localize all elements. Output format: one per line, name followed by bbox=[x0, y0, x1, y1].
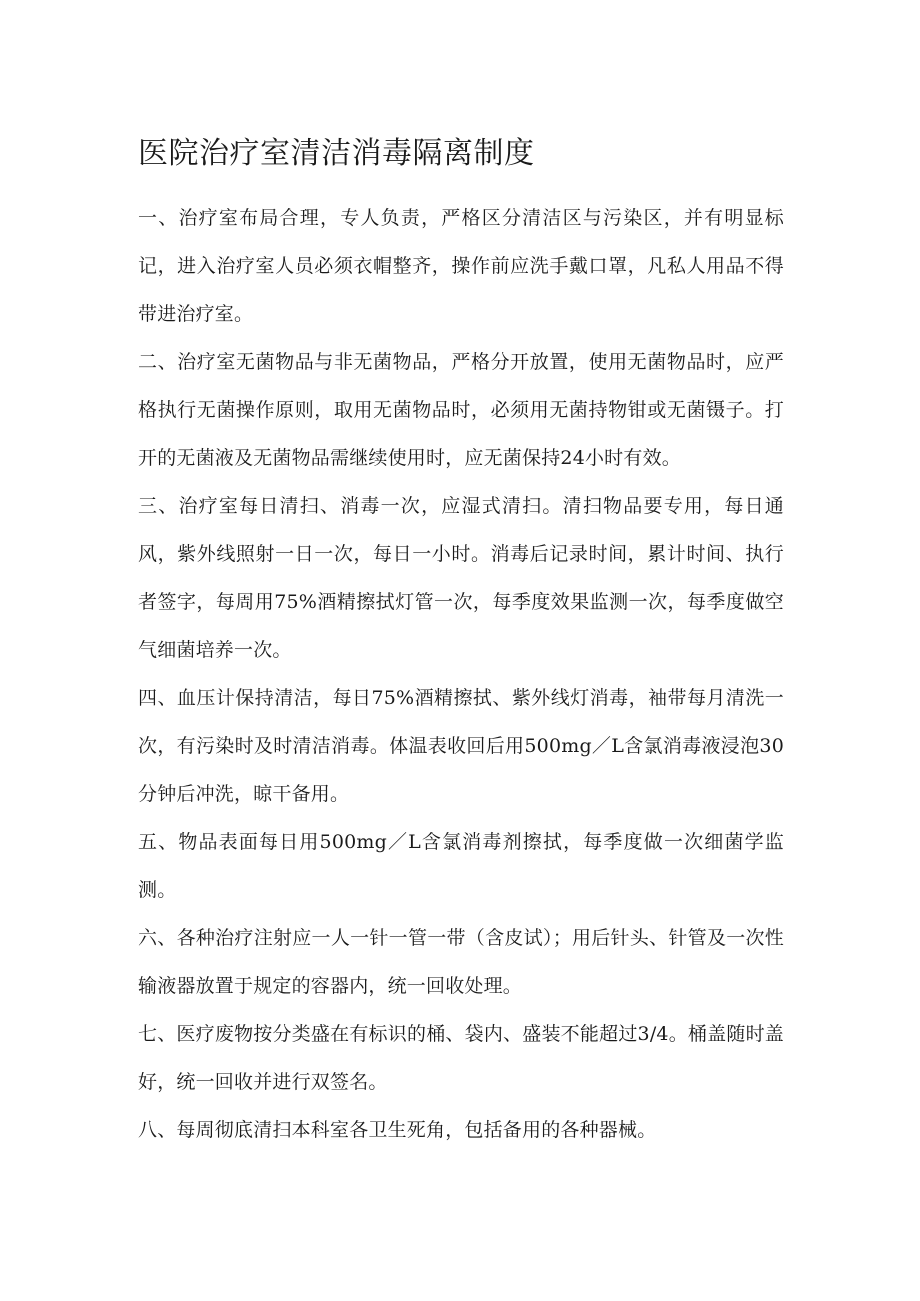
document-page bbox=[138, 128, 784, 1154]
clause-2: 二、治疗室无菌物品与非无菌物品，严格分开放置，使用无菌物品时，应严格执行无菌操作原则，取用无菌物品时，必须用无菌持物钳或无菌镊子。打开的无菌液及无菌物品需继续使用时，应无菌保持24小时有效。 bbox=[138, 351, 784, 469]
clause-4: 四、血压计保持清洁，每日75%酒精擦拭、紫外线灯消毒，袖带每月清洗一次，有污染时及时清洁消毒。体温表收回后用500mg／L含氯消毒液浸泡30分钟后冲洗，晾干备用。 bbox=[138, 687, 784, 805]
clause-7: 七、医疗废物按分类盛在有标识的桶、袋内、盛装不能超过3/4。桶盖随时盖好，统一回收并进行双签名。 bbox=[138, 1023, 784, 1093]
document-title: 医院治疗室清洁消毒隔离制度 bbox=[138, 136, 535, 171]
clause-1: 一、治疗室布局合理，专人负责，严格区分清洁区与污染区，并有明显标记，进入治疗室人员必须衣帽整齐，操作前应洗手戴口罩，凡私人用品不得带进治疗室。 bbox=[138, 207, 784, 325]
clause-3: 三、治疗室每日清扫、消毒一次，应湿式清扫。清扫物品要专用，每日通风，紫外线照射一日一次，每日一小时。消毒后记录时间，累计时间、执行者签字，每周用75%酒精擦拭灯管一次，每季度效果监测一次，每季度做空气细菌培养一次。 bbox=[138, 495, 784, 661]
clause-5: 五、物品表面每日用500mg／L含氯消毒剂擦拭，每季度做一次细菌学监测。 bbox=[138, 831, 784, 901]
clause-8: 八、每周彻底清扫本科室各卫生死角，包括备用的各种器械。 bbox=[138, 1119, 657, 1141]
clause-6: 六、各种治疗注射应一人一针一管一带（含皮试）；用后针头、针管及一次性输液器放置于规定的容器内，统一回收处理。 bbox=[138, 927, 784, 997]
